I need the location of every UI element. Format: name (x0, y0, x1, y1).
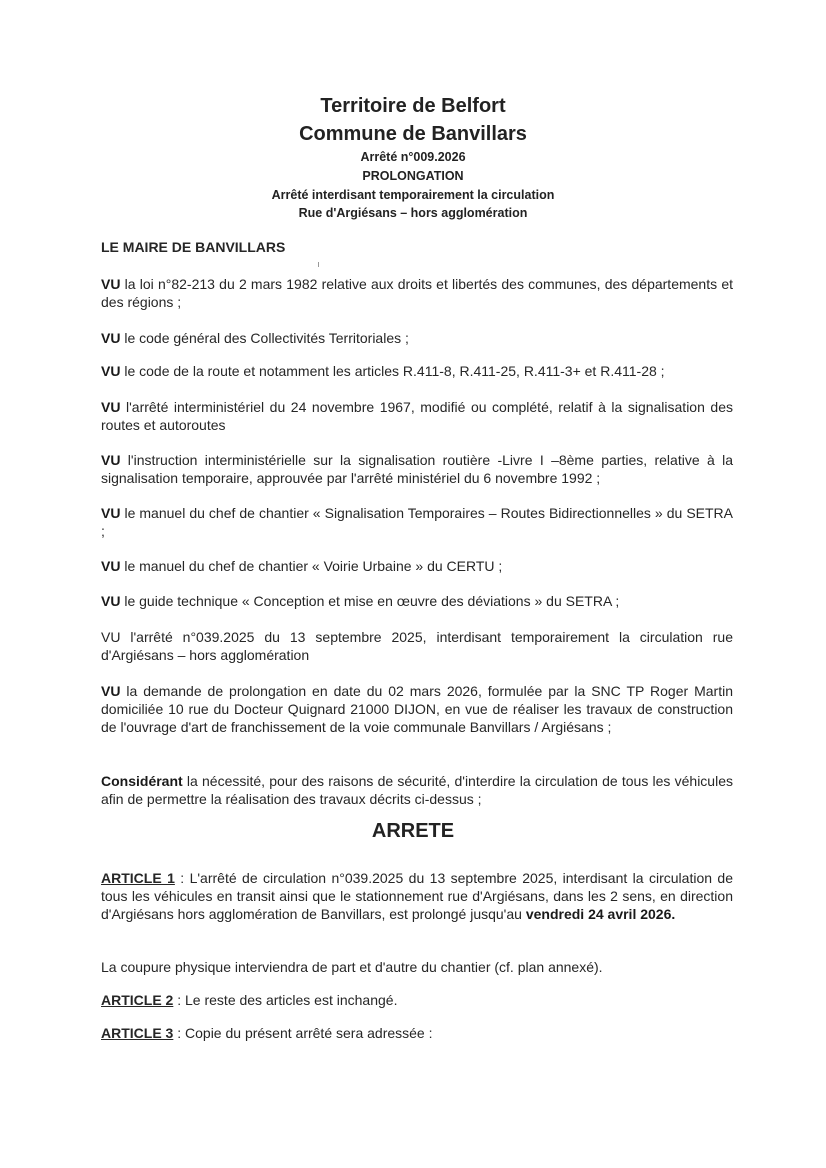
article-3: ARTICLE 3 : Copie du présent arrêté sera adressée : (101, 1025, 433, 1041)
consideration: VU le manuel du chef de chantier « Signalisation Temporaires – Routes Bidirectionnelles » du SETRA ; (101, 505, 733, 539)
consideration: VU le manuel du chef de chantier « Voirie Urbaine » du CERTU ; (101, 558, 503, 574)
consideration: VU le guide technique « Conception et mise en œuvre des déviations » du SETRA ; (101, 593, 620, 609)
mayor-heading: LE MAIRE DE BANVILLARS (101, 239, 286, 255)
consideration: VU l'arrêté n°039.2025 du 13 septembre 2025, interdisant temporairement la circulation rue d'Argiésans – hors agglomération (101, 629, 733, 663)
decree-subject: Arrêté interdisant temporairement la circulation (271, 188, 555, 202)
consideration: VU le code général des Collectivités Territoriales ; (101, 330, 409, 346)
consideration: VU le code de la route et notamment les articles R.411-8, R.411-25, R.411-3+ et R.411-28 ; (101, 363, 665, 379)
decree-location: Rue d'Argiésans – hors agglomération (298, 206, 528, 220)
consideration: VU l'arrêté interministériel du 24 novembre 1967, modifié ou complété, relatif à la signalisation des routes et autoroutes (101, 399, 733, 433)
article-2: ARTICLE 2 : Le reste des articles est inchangé. (101, 992, 398, 1008)
article-1: ARTICLE 1 : L'arrêté de circulation n°039.2025 du 13 septembre 2025, interdisant la circulation de tous les véhicules en transit ainsi que le stationnement rue d'Argiésans, dans les 2 sens, en direction d'Argiésans hors agglomération de Banvillars, est prolongé jusqu'au vendredi 24 avril 2026. (101, 870, 733, 922)
consideration: VU la demande de prolongation en date du 02 mars 2026, formulée par la SNC TP Roger Martin domiciliée 10 rue du Docteur Quignard 21000 DIJON, en vue de réaliser les travaux de construction de l'ouvrage d'art de franchissement de la voie communale Banvillars / Argiésans ; (101, 683, 733, 735)
consideration: VU l'instruction interministérielle sur la signalisation routière -Livre I –8ème parties, relative à la signalisation temporaire, approuvée par l'arrêté ministériel du 6 novembre 1992 ; (101, 452, 733, 486)
decision-title: ARRETE (371, 820, 455, 842)
scan-speck (318, 262, 319, 267)
commune-title: Commune de Banvillars (299, 123, 527, 145)
decree-type: PROLONGATION (362, 169, 464, 183)
consideration: VU la loi n°82-213 du 2 mars 1982 relative aux droits et libertés des communes, des départements et des régions ; (101, 276, 733, 310)
territory-title: Territoire de Belfort (320, 95, 506, 117)
decree-number: Arrêté n°009.2026 (360, 150, 466, 164)
consideration: Considérant la nécessité, pour des raisons de sécurité, d'interdire la circulation de tous les véhicules afin de permettre la réalisation des travaux décrits ci-dessus ; (101, 773, 733, 807)
article-note: La coupure physique interviendra de part et d'autre du chantier (cf. plan annexé). (101, 959, 603, 975)
